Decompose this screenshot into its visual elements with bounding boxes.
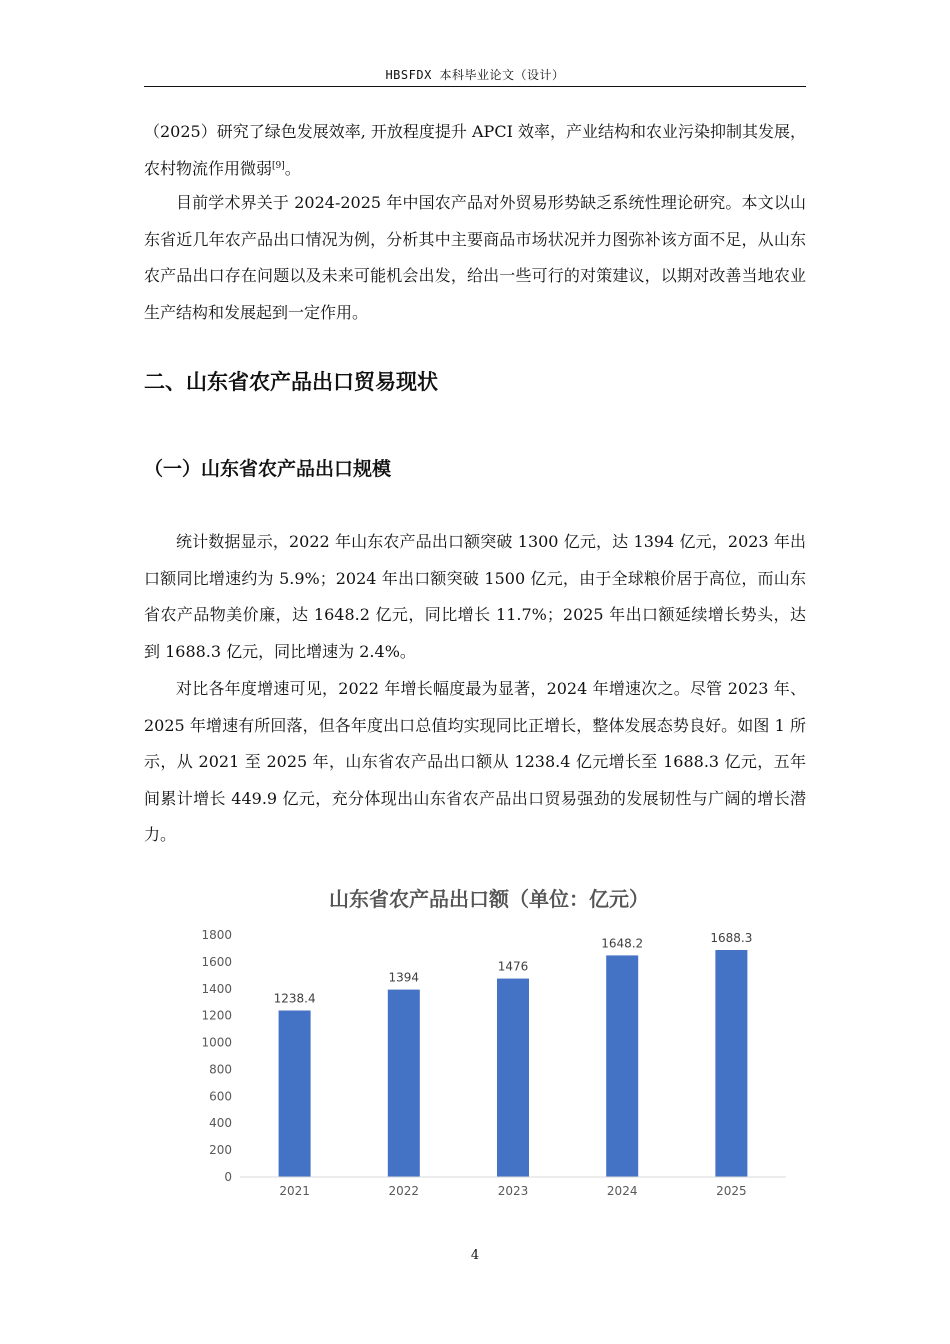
bar-data-label: 1648.2 <box>601 936 644 951</box>
y-tick-label: 1400 <box>201 981 232 996</box>
page-header-title: HBSFDX 本科毕业论文（设计） <box>385 68 565 82</box>
x-tick-label: 2022 <box>388 1184 420 1198</box>
citation-ref[interactable]: [9] <box>272 160 285 171</box>
bar <box>606 955 638 1177</box>
bar-data-label: 1476 <box>497 959 529 974</box>
paragraph-1 <box>144 114 806 187</box>
bar-data-label: 1394 <box>388 970 420 985</box>
y-tick-label: 1600 <box>201 954 232 969</box>
bar <box>388 990 420 1177</box>
y-tick-label: 600 <box>209 1089 232 1104</box>
y-tick-label: 1000 <box>201 1035 232 1050</box>
export-bar-chart <box>176 872 806 1212</box>
page-number: 4 <box>470 1248 480 1263</box>
x-tick-label: 2024 <box>606 1184 638 1198</box>
paragraph-1-text: （2025）研究了绿色发展效率, 开放程度提升 APCI 效率，产业结构和农业污染抑制其发展，农村物流作用微弱 <box>144 122 806 178</box>
bar-data-label: 1238.4 <box>273 991 316 1006</box>
bar-data-label: 1688.3 <box>710 931 753 946</box>
y-tick-label: 400 <box>209 1116 232 1131</box>
bars-group <box>279 950 748 1177</box>
paragraph-1-end: 。 <box>284 158 301 178</box>
y-tick-label: 800 <box>209 1062 232 1077</box>
y-tick-label: 1800 <box>201 928 232 942</box>
bar <box>279 1011 311 1177</box>
header-rule <box>144 86 806 87</box>
x-tick-label: 2021 <box>279 1184 310 1198</box>
paragraph-3: 统计数据显示，2022 年山东农产品出口额突破 1300 亿元，达 1394 亿元，2023 年出口额同比增速约为 5.9%；2024 年出口额突破 1500 亿元，由于全球粮价居于高位，而山东省农产品物美价廉，达 1648.2 亿元，同比增长 11.7%；2025 年出口额延续增长势头，达到 1688.3 亿元，同比增速为 2.4%。 <box>144 532 806 661</box>
y-tick-label: 1200 <box>201 1008 232 1023</box>
bar <box>715 950 747 1177</box>
bar <box>497 979 529 1177</box>
y-tick-label: 0 <box>224 1170 232 1184</box>
y-axis-ticks <box>201 928 232 1184</box>
x-tick-label: 2025 <box>716 1184 747 1198</box>
chart-title: 山东省农产品出口额（单位：亿元） <box>329 887 649 911</box>
y-tick-label: 200 <box>209 1143 232 1158</box>
x-tick-label: 2023 <box>497 1184 529 1198</box>
x-axis-ticks <box>279 1184 746 1198</box>
paragraph-4: 对比各年度增速可见，2022 年增长幅度最为显著，2024 年增速次之。尽管 2023 年、2025 年增速有所回落，但各年度出口总值均实现同比正增长，整体发展态势良好。如图 1 所示，从 2021 至 2025 年，山东省农产品出口额从 1238.4 亿元增长至 1688.3 亿元，五年间累计增长 449.9 亿元，充分体现出山东省农产品出口贸易强劲的发展韧性与广阔的增长潜力。 <box>144 679 806 844</box>
subsection-heading: （一）山东省农产品出口规模 <box>144 458 392 480</box>
section-heading: 二、山东省农产品出口贸易现状 <box>144 370 438 394</box>
paragraph-2: 目前学术界关于 2024-2025 年中国农产品对外贸易形势缺乏系统性理论研究。本文以山东省近几年农产品出口情况为例，分析其中主要商品市场状况并力图弥补该方面不足，从山东农产品出口存在问题以及未来可能机会出发，给出一些可行的对策建议，以期对改善当地农业生产结构和发展起到一定作用。 <box>144 193 806 322</box>
